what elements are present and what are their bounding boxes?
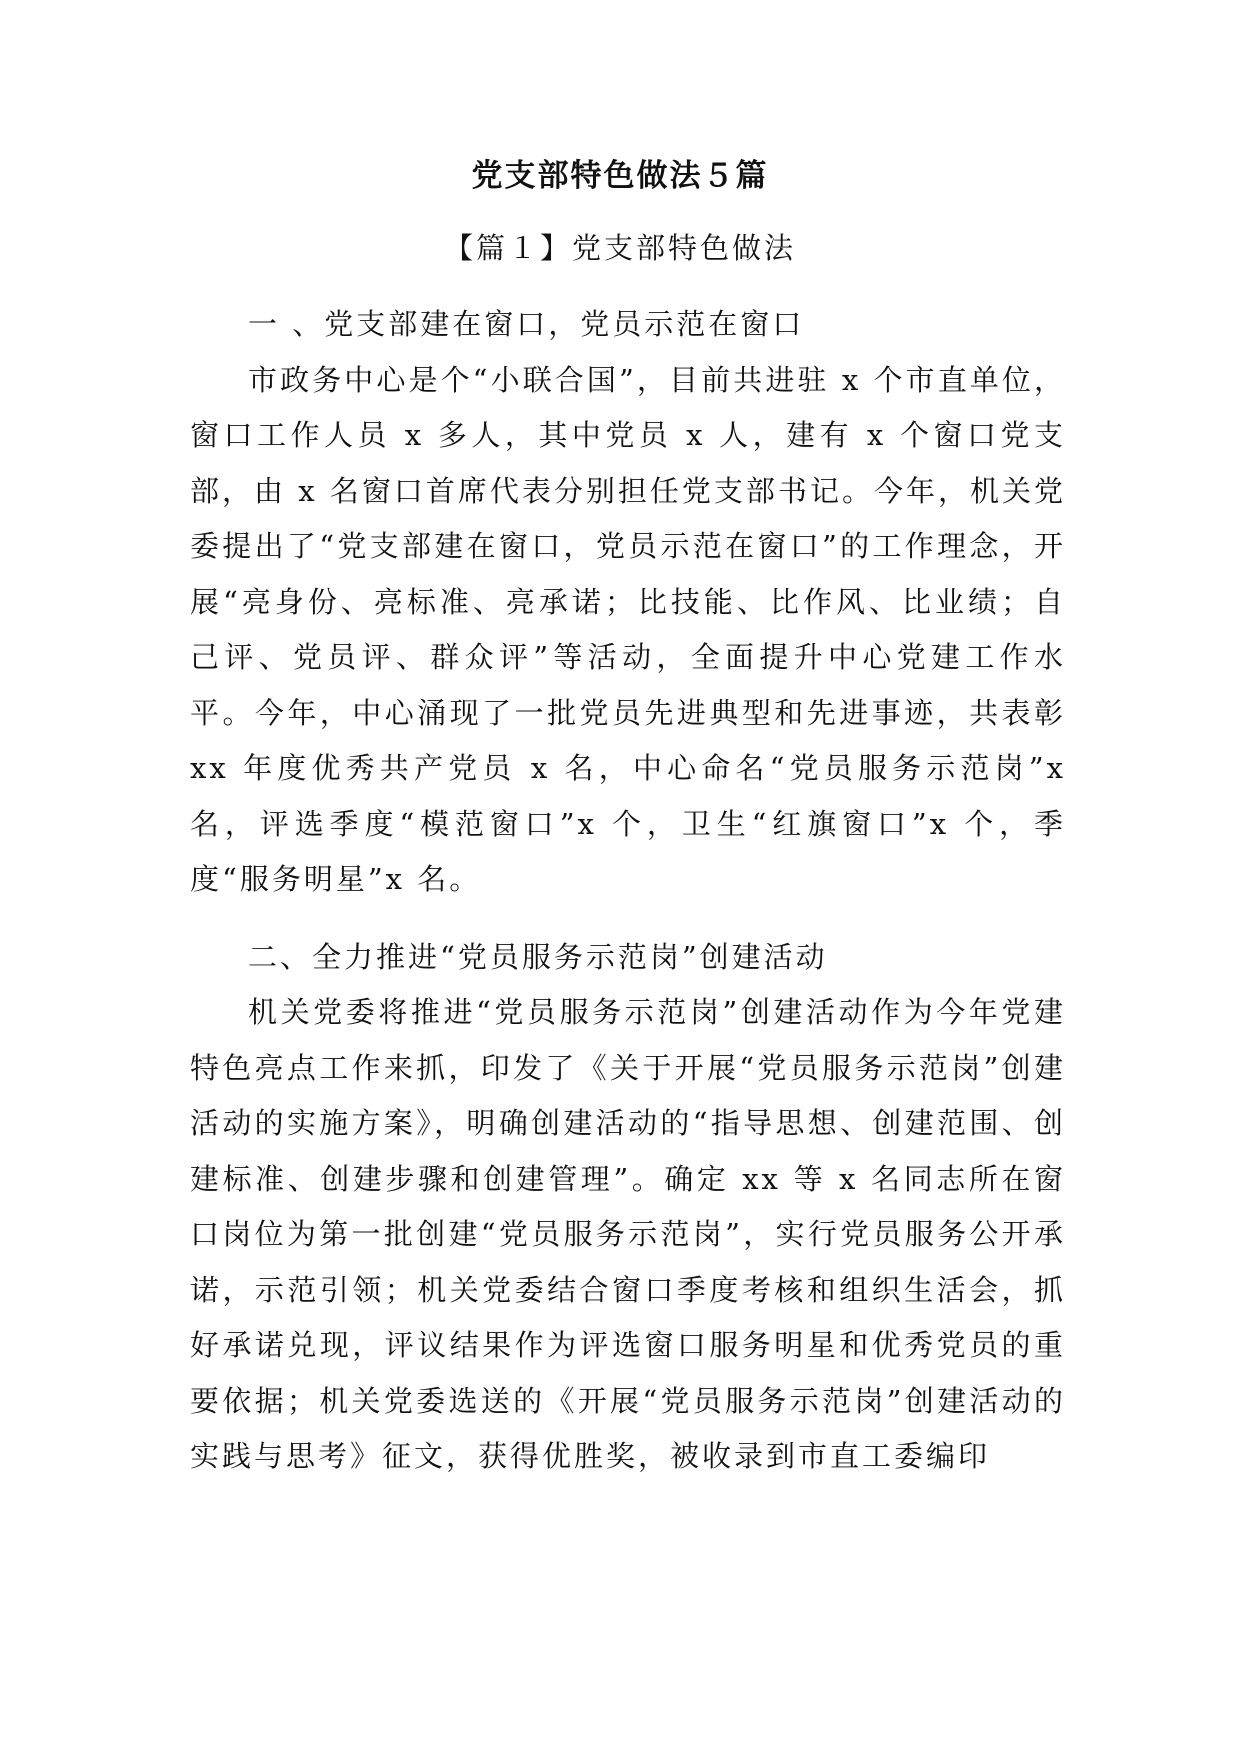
section-paragraph-2: 机关党委将推进“党员服务示范岗”创建活动作为今年党建特色亮点工作来抓，印发了《关于开展“党员服务示范岗”创建活动的实施方案》，明确创建活动的“指导思想、创建范围、创建标准、创建步骤和创建管理”。确定 xx 等 x 名同志所在窗口岗位为第一批创建“党员服务示范岗”，实行党员服务公开承诺，示范引领；机关党委结合窗口季度考核和组织生活会，抓好承诺兑现，评议结果作为评选窗口服务明星和优秀党员的重要依据；机关党委选送的《开展“党员服务示范岗”创建活动的实践与思考》征文，获得优胜奖，被收录到市直工委编印: [190, 995, 1066, 1473]
section-paragraph-1: 市政务中心是个“小联合国”，目前共进驻 x 个市直单位，窗口工作人员 x 多人，其中党员 x 人，建有 x 个窗口党支部，由 x 名窗口首席代表分别担任党支部书记。今年，机关党委提出了“党支部建在窗口，党员示范在窗口”的工作理念，开展“亮身份、亮标准、亮承诺；比技能、比作风、比业绩；自己评、党员评、群众评”等活动，全面提升中心党建工作水平。今年，中心涌现了一批党员先进典型和先进事迹，共表彰 xx 年度优秀共产党员 x 名，中心命名“党员服务示范岗”x 名，评选季度“模范窗口”x 个，卫生“红旗窗口”x 个，季度“服务明星”x 名。: [190, 362, 1066, 896]
section-heading-1: 一 、党支部建在窗口，党员示范在窗口: [248, 307, 805, 341]
document-body: [190, 297, 1066, 1485]
chapter-title: 【篇１】党支部特色做法: [443, 231, 796, 265]
document-title: 党支部特色做法５篇: [471, 158, 769, 194]
section-heading-2: 二、全力推进“党员服务示范岗”创建活动: [248, 939, 828, 974]
